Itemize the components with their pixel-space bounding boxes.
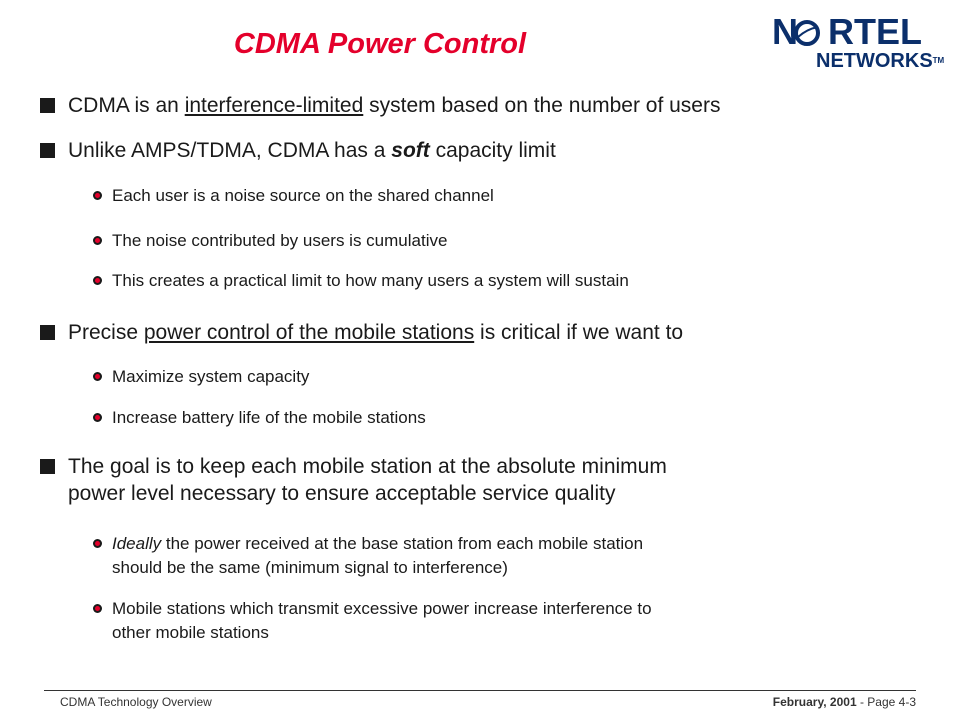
round-bullet-icon [93,276,102,285]
square-bullet-icon [40,98,55,113]
bullet-level2: The noise contributed by users is cumulative [112,231,448,250]
bullet-level2: Ideally the power received at the base station from each mobile station should be the same (minimum signal to interference) [112,534,644,577]
bullet-level2: This creates a practical limit to how many users a system will sustain [112,271,629,290]
footer-page-info: February, 2001 - Page 4-3 [772,695,916,709]
logo-wordmark-line2: NETWORKS™ [816,50,945,72]
round-bullet-icon [93,191,102,200]
bullet-level2: Mobile stations which transmit excessive power increase interference to other mobile stations [112,599,652,642]
square-bullet-icon [40,143,55,158]
round-bullet-icon [93,539,102,548]
bullet-level2: Each user is a noise source on the shared channel [112,186,494,205]
round-bullet-icon [93,236,102,245]
square-bullet-icon [40,459,55,474]
bullet-level2: Increase battery life of the mobile stations [112,408,426,427]
round-bullet-icon [93,413,102,422]
round-bullet-icon [93,372,102,381]
footer-course-title: CDMA Technology Overview [60,695,212,709]
round-bullet-icon [93,604,102,613]
logo-wordmark-line1: N RTEL [772,11,922,52]
bullet-level2: Maximize system capacity [112,367,310,386]
bullet-level1: CDMA is an interference-limited system based on the number of users [68,94,721,117]
bullet-level1: The goal is to keep each mobile station at the absolute minimum power level necessary to ensure acceptable service quality [68,455,667,505]
footer-divider [44,690,916,691]
bullet-level1: Precise power control of the mobile stations is critical if we want to [68,321,684,344]
square-bullet-icon [40,325,55,340]
bullet-level1: Unlike AMPS/TDMA, CDMA has a soft capacity limit [68,139,556,162]
slide-title: CDMA Power Control [233,28,527,60]
